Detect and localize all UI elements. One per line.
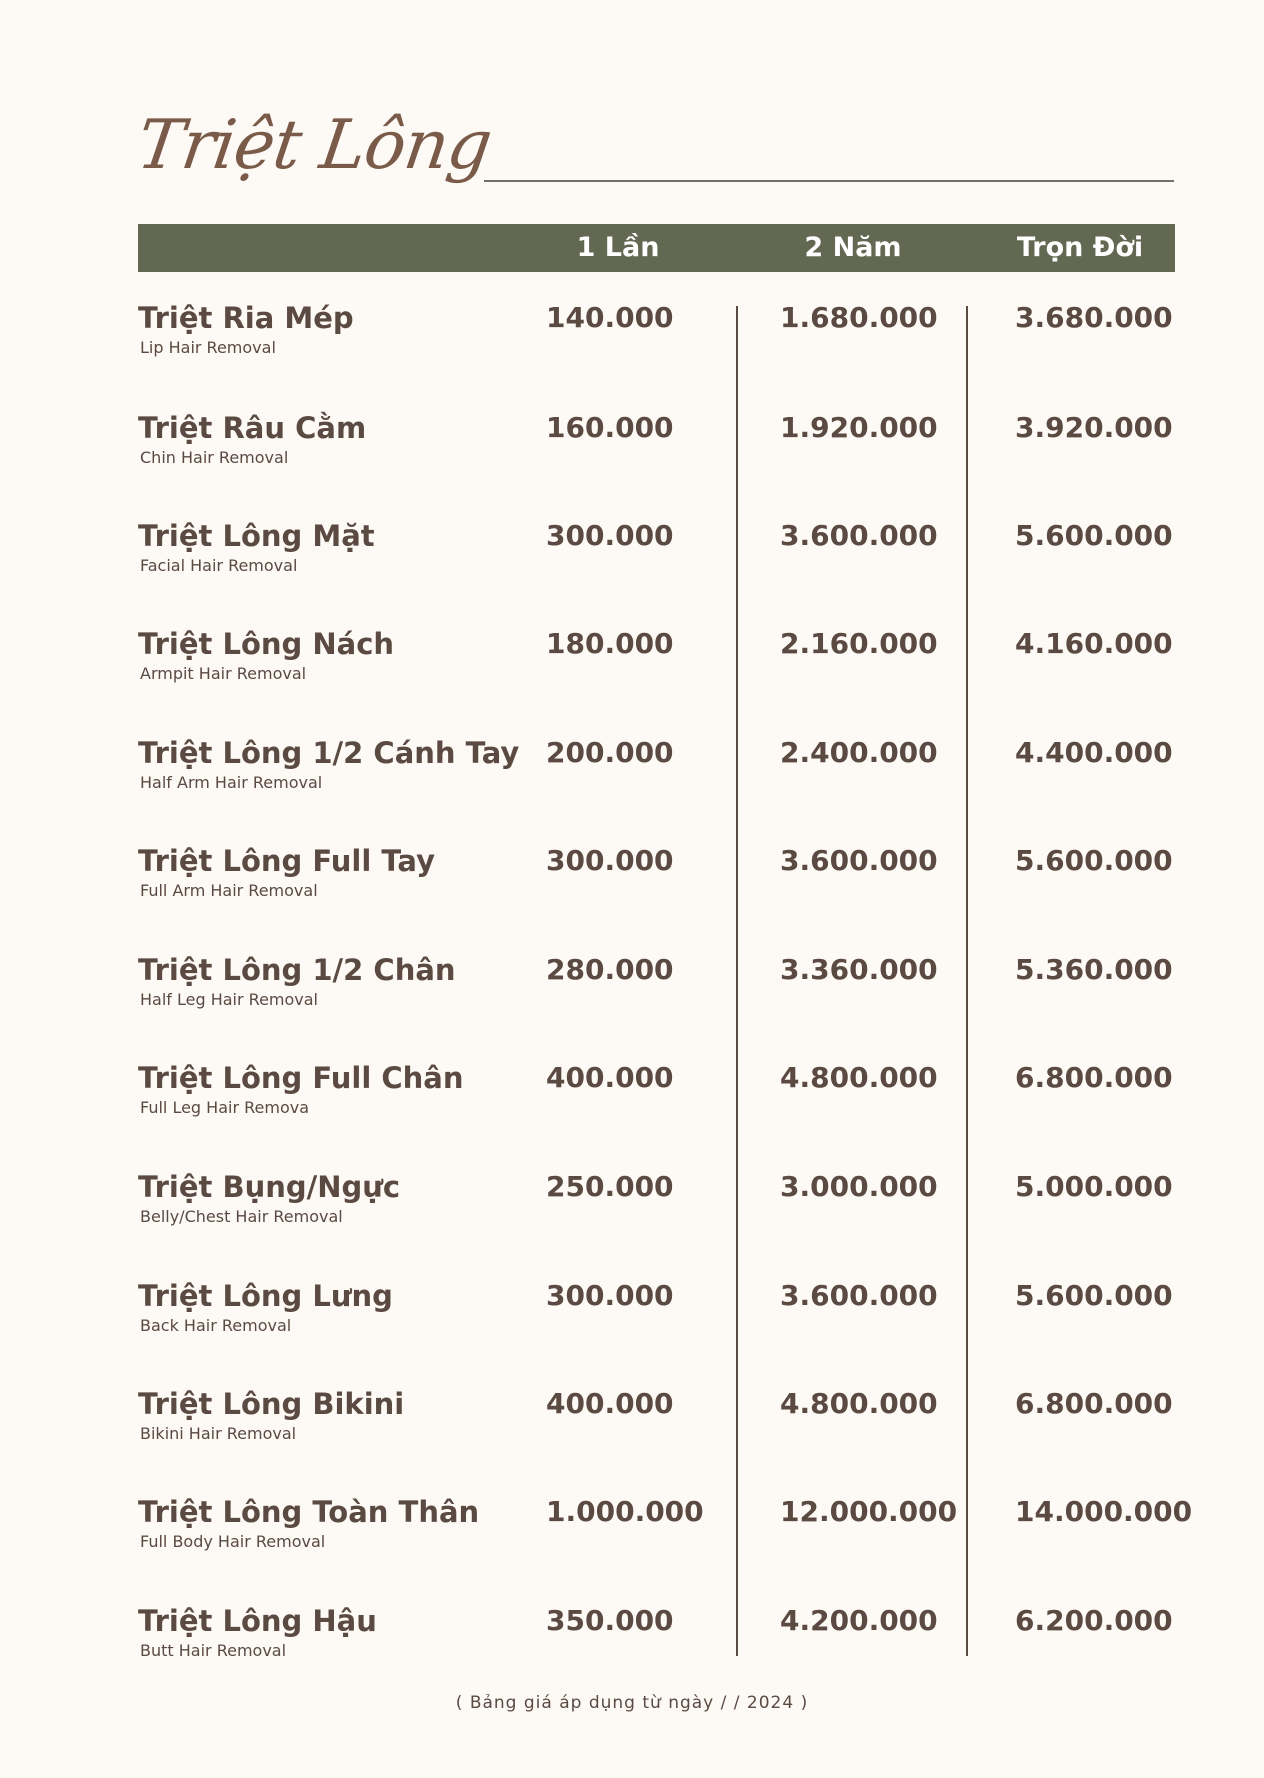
service-subtitle: Full Leg Hair Remova [140,1098,309,1117]
service-name: Triệt Ria Mép [138,301,354,335]
service-subtitle: Facial Hair Removal [140,556,298,575]
price-tron-doi: 14.000.000 [1015,1495,1193,1528]
page-title: Triệt Lông [132,106,496,185]
price-tron-doi: 5.600.000 [1015,519,1173,552]
price-1-lan: 160.000 [546,411,674,444]
service-name: Triệt Lông Bikini [138,1387,405,1421]
service-subtitle: Chin Hair Removal [140,448,289,467]
price-row [0,1278,1264,1378]
price-2-nam: 4.800.000 [780,1061,938,1094]
service-subtitle: Bikini Hair Removal [140,1424,297,1443]
price-1-lan: 1.000.000 [546,1495,704,1528]
service-subtitle: Lip Hair Removal [140,338,276,357]
service-subtitle: Half Arm Hair Removal [140,773,323,792]
column-header-2-nam: 2 Năm [804,232,902,263]
table-header [138,224,1175,272]
price-tron-doi: 5.600.000 [1015,844,1173,877]
price-tron-doi: 4.400.000 [1015,736,1173,769]
service-subtitle: Half Leg Hair Removal [140,990,318,1009]
service-subtitle: Full Body Hair Removal [140,1532,326,1551]
price-2-nam: 3.360.000 [780,953,938,986]
price-tron-doi: 5.600.000 [1015,1279,1173,1312]
service-name: Triệt Bụng/Ngực [138,1170,401,1204]
service-name: Triệt Lông Lưng [138,1279,393,1313]
price-row [0,952,1264,1052]
service-name: Triệt Lông Mặt [138,519,375,553]
price-2-nam: 3.600.000 [780,844,938,877]
price-row [0,300,1264,400]
price-tron-doi: 6.200.000 [1015,1604,1173,1637]
price-row [0,626,1264,726]
service-subtitle: Armpit Hair Removal [140,664,307,683]
service-name: Triệt Lông Full Tay [138,844,435,878]
price-tron-doi: 6.800.000 [1015,1061,1173,1094]
price-1-lan: 250.000 [546,1170,674,1203]
price-1-lan: 350.000 [546,1604,674,1637]
price-2-nam: 3.600.000 [780,519,938,552]
service-name: Triệt Râu Cằm [138,411,367,445]
service-name: Triệt Lông Full Chân [138,1061,464,1095]
price-2-nam: 12.000.000 [780,1495,958,1528]
price-2-nam: 3.000.000 [780,1170,938,1203]
price-2-nam: 2.400.000 [780,736,938,769]
price-1-lan: 300.000 [546,1279,674,1312]
price-1-lan: 400.000 [546,1387,674,1420]
price-row [0,1060,1264,1160]
service-subtitle: Full Arm Hair Removal [140,881,318,900]
price-1-lan: 300.000 [546,519,674,552]
column-header-1-lan: 1 Lần [576,232,660,263]
price-tron-doi: 3.680.000 [1015,301,1173,334]
price-row [0,1603,1264,1703]
price-row [0,518,1264,618]
price-tron-doi: 3.920.000 [1015,411,1173,444]
service-subtitle: Back Hair Removal [140,1316,292,1335]
price-1-lan: 180.000 [546,627,674,660]
price-1-lan: 200.000 [546,736,674,769]
service-subtitle: Butt Hair Removal [140,1641,287,1660]
price-tron-doi: 5.000.000 [1015,1170,1173,1203]
price-row [0,1169,1264,1269]
price-1-lan: 140.000 [546,301,674,334]
price-tron-doi: 6.800.000 [1015,1387,1173,1420]
price-2-nam: 2.160.000 [780,627,938,660]
price-row [0,410,1264,510]
price-2-nam: 4.200.000 [780,1604,938,1637]
column-header-tron-doi: Trọn Đời [1016,232,1144,263]
title-divider [484,180,1174,182]
price-1-lan: 300.000 [546,844,674,877]
price-row [0,1494,1264,1594]
price-tron-doi: 4.160.000 [1015,627,1173,660]
price-row [0,843,1264,943]
price-1-lan: 400.000 [546,1061,674,1094]
service-name: Triệt Lông Toàn Thân [138,1495,480,1529]
service-name: Triệt Lông 1/2 Cánh Tay [138,736,520,770]
price-2-nam: 4.800.000 [780,1387,938,1420]
service-name: Triệt Lông Nách [138,627,395,661]
price-2-nam: 1.680.000 [780,301,938,334]
footer-note: ( Bảng giá áp dụng từ ngày / / 2024 ) [455,1693,809,1713]
price-row [0,735,1264,835]
service-subtitle: Belly/Chest Hair Removal [140,1207,343,1226]
price-row [0,1386,1264,1486]
service-name: Triệt Lông Hậu [138,1604,377,1638]
price-2-nam: 1.920.000 [780,411,938,444]
price-2-nam: 3.600.000 [780,1279,938,1312]
price-1-lan: 280.000 [546,953,674,986]
price-tron-doi: 5.360.000 [1015,953,1173,986]
service-name: Triệt Lông 1/2 Chân [138,953,456,987]
